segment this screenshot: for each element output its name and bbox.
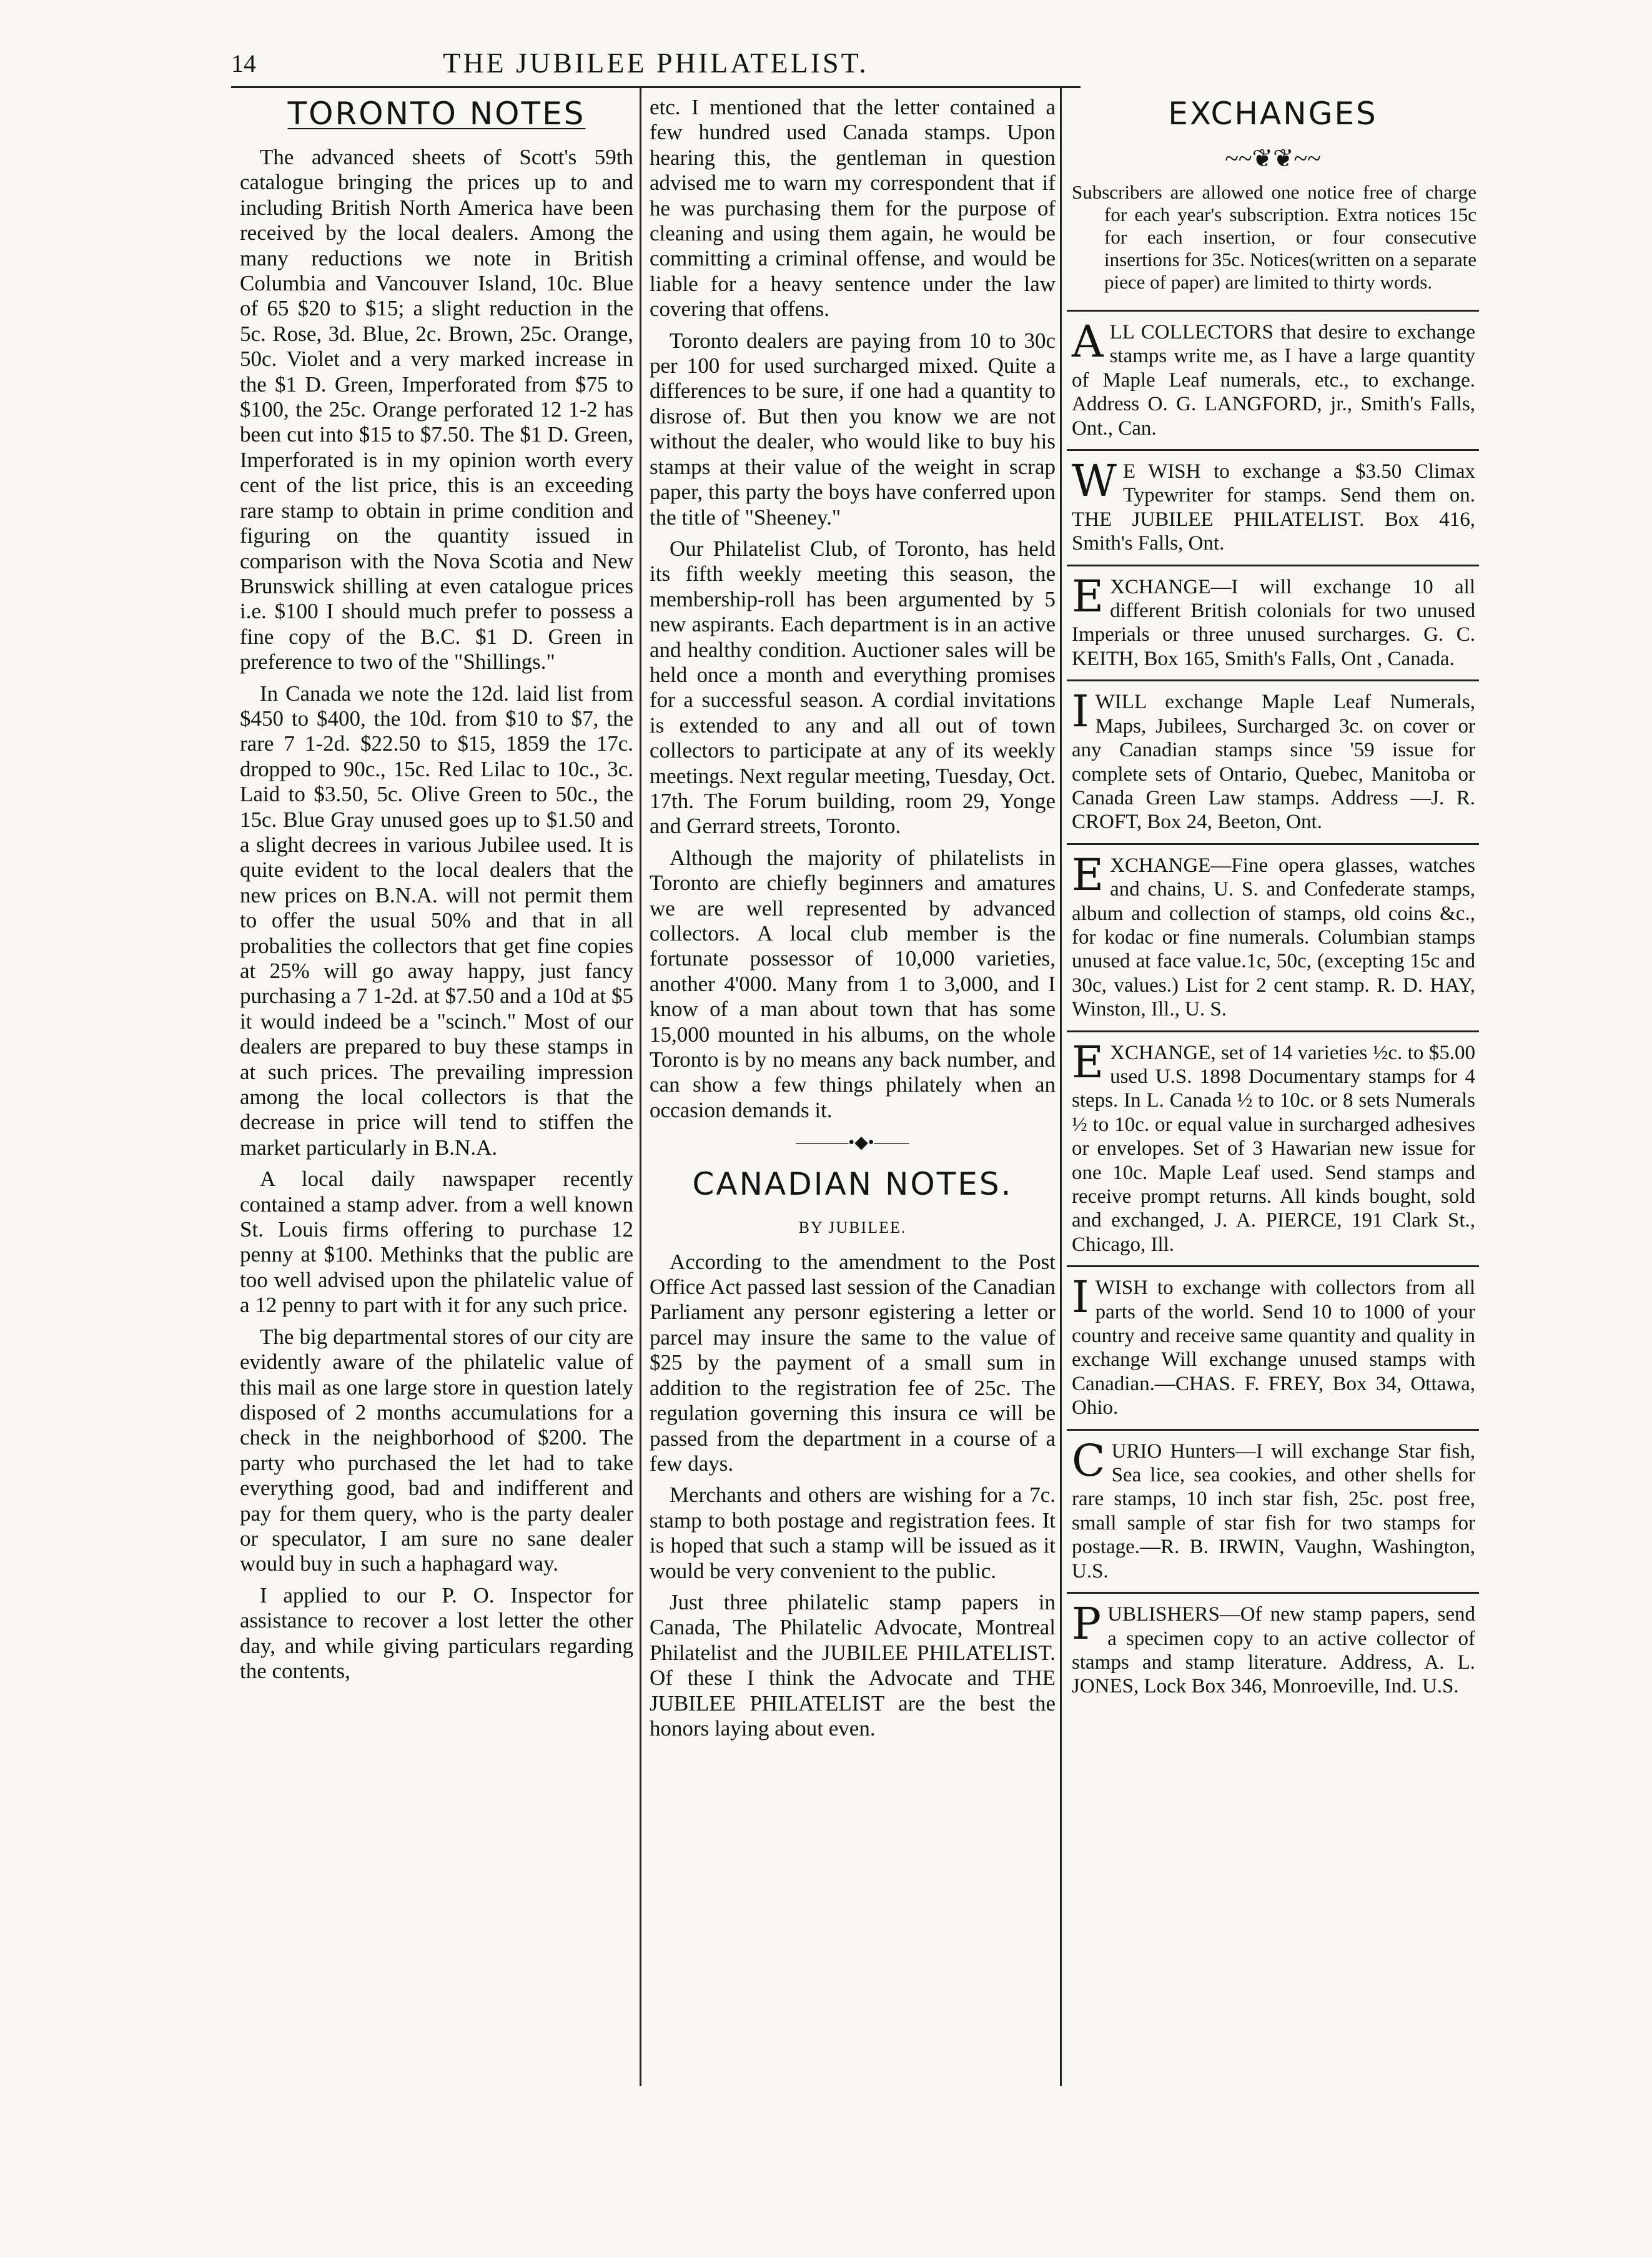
- article-paragraph: Just three philatelic stamp papers in Canada, The Philatelic Advocate, Montreal Philatelist and the JUBILEE PHILATELIST. Of these I think the Advocate and THE JUBILEE PHILATELIST are the best the honors laying about even.: [650, 1589, 1056, 1741]
- drop-cap: E: [1072, 570, 1104, 622]
- drop-cap: P: [1072, 1598, 1102, 1650]
- column-divider: [1060, 87, 1062, 2086]
- exchange-notice: Subscribers are allowed one notice free of charge for each year's subscription. Extra notices 15c for each insertion, or four consecutive insertions for 35c. Notices(written on a separate piece of paper) are limited to thirty words.: [1072, 181, 1476, 293]
- exchange-ad: [1067, 1267, 1479, 1430]
- header-rule: [231, 86, 1081, 88]
- section-heading-exchanges: EXCHANGES: [1168, 96, 1378, 132]
- exchange-ad: [1067, 451, 1479, 566]
- article-paragraph: I applied to our P. O. Inspector for assistance to recover a lost letter the other day, and while giving particulars regarding the contents,: [240, 1583, 633, 1683]
- exchange-ad: [1067, 1431, 1479, 1594]
- column-toronto-notes: [240, 95, 633, 2081]
- ad-text: XCHANGE, set of 14 varieties ½c. to $5.00 used U.S. 1898 Documentary stamps for 4 steps. In L. Canada ½ to 10c. or 8 sets Numerals ½ to 10c. or equal value in surcharged adhesives or envelopes. Set of 3 Hawarian new issue for one 10c. Maple Leaf used. Send stamps and receive prompt returns. All kinds bought, sold and exchanged, J. A. PIERCE, 191 Clark St., Chicago, Ill.: [1072, 1041, 1475, 1256]
- section-heading-toronto-notes: TORONTO NOTES: [287, 96, 586, 132]
- exchange-ad: [1067, 1032, 1479, 1268]
- article-paragraph: The advanced sheets of Scott's 59th catalogue bringing the prices up to and including British North America have been received by the local dealers. Among the many reductions we note in British Columbia and Vancouver Island, 10c. Blue of 65 $20 to $15; a slight reduction in the 5c. Rose, 3d. Blue, 2c. Brown, 25c. Orange, 50c. Violet and a very marked increase in the $1 D. Green, Imperforated from $75 to $100, the 25c. Orange perforated 12 1-2 has been cut into $15 to $7.50. The $1 D. Green, Imperforated is in my opinion worth every cent of the list price, this is an exceeding rare stamp to obtain in prime condition and figuring on the quantity issued in comparison with the Nova Scotia and New Brunswick shilling at even catalogue prices i.e. $100 I should much prefer to possess a fine copy of the B.C. $1 D. Green in preference to two of the "Shillings.": [240, 145, 633, 674]
- article-paragraph: etc. I mentioned that the letter contained a few hundred used Canada stamps. Upon hearing this, the gentleman in question advised me to warn my correspondent that if he was purchasing them for the purpose of cleaning and using them again, he would be committing a criminal offense, and would be liable for a heavy sentence under the law covering that offens.: [650, 95, 1056, 322]
- section-ornament: ———•◆•——: [796, 1133, 909, 1153]
- exchange-ad: [1067, 310, 1479, 451]
- column-middle: [650, 95, 1056, 2081]
- running-head-title: THE JUBILEE PHILATELIST.: [443, 47, 869, 79]
- ad-text: LL COLLECTORS that desire to exchange stamps write me, as I have a large quantity of Maple Leaf numerals, etc., to exchange. Address O. G. LANGFORD, jr., Smith's Falls, Ont., Can.: [1072, 321, 1475, 440]
- ad-text: WISH to exchange with collectors from all parts of the world. Send 10 to 1000 of your country and receive same quantity and quality in exchange Will exchange unused stamps with Canadian.—CHAS. F. FREY, Box 34, Ottawa, Ohio.: [1072, 1277, 1475, 1420]
- article-paragraph: The big departmental stores of our city are evidently aware of the philatelic value of this mail as one large store in question lately disposed of 2 months accumulations for a check in the neighborhood of $200. The party who purchased the let had to take everything good, bad and indifferent and pay for them query, who is the party dealer or speculator, I am sure no sane dealer would buy in such a haphagard way.: [240, 1324, 633, 1576]
- article-paragraph: Merchants and others are wishing for a 7c. stamp to both postage and registration fees. It is hoped that such a stamp will be issued as it would be very convenient to the public.: [650, 1483, 1056, 1583]
- ad-text: URIO Hunters—I will exchange Star fish, Sea lice, sea cookies, and other shells for rare stamps, 10 inch star fish, 25c. post free, small sample of star fish for two stamps for postage.—R. B. IRWIN, Vaughn, Washington, U.S.: [1072, 1440, 1475, 1583]
- drop-cap: C: [1072, 1435, 1105, 1486]
- exchange-ad: [1067, 681, 1479, 844]
- exchange-ad: [1067, 1594, 1479, 1707]
- exchange-ad: [1067, 566, 1479, 682]
- exchange-ad: [1067, 845, 1479, 1032]
- ad-text: E WISH to exchange a $3.50 Climax Typewriter for stamps. Send them on. THE JUBILEE PHILATELIST. Box 416, Smith's Falls, Ont.: [1072, 460, 1475, 555]
- article-paragraph: According to the amendment to the Post Office Act passed last session of the Canadian Parliament any personr egistering a letter or parcel may insure the same to the value of $25 by the payment of a small sum in addition to the registration fee of 25c. The regulation governing this insura ce will be passed from the department in a course of a few days.: [650, 1249, 1056, 1476]
- page-header: [231, 45, 1081, 89]
- article-paragraph: Although the majority of philatelists in Toronto are chiefly beginners and amatures we are well represented by advanced collectors. A local club member is the fortunate possessor of 10,000 varieties, another 4'000. Many from 1 to 3,000, and I know of a man about town that has some 15,000 mounted in his albums, on the whole Toronto is by no means any back number, and can show a few things philately when an occasion demands it.: [650, 845, 1056, 1122]
- byline: BY JUBILEE.: [798, 1218, 907, 1237]
- drop-cap: I: [1072, 1272, 1089, 1323]
- column-exchanges: [1067, 95, 1479, 2118]
- ad-text: UBLISHERS—Of new stamp papers, send a specimen copy to an active collector of stamps and stamp literature. Address, A. L. JONES, Lock Box 346, Monroeville, Ind. U.S.: [1072, 1603, 1475, 1698]
- page-number: 14: [231, 49, 256, 77]
- ad-text: WILL exchange Maple Leaf Numerals, Maps, Jubilees, Surcharged 3c. on cover or any Canadian stamps since '59 issue for complete sets of Ontario, Quebec, Manitoba or Canada Green Law stamps. Address —J. R. CROFT, Box 24, Beeton, Ont.: [1072, 691, 1475, 834]
- article-paragraph: Our Philatelist Club, of Toronto, has held its fifth weekly meeting this season, the membership-roll has been argumented by 5 new aspirants. Each department is in an active and healthy condition. Auctioner sales will be held once a month and everything promises for a successful season. A cordial invitations is extended to any and all out of town collectors to participate at any of its weekly meetings. Next regular meeting, Tuesday, Oct. 17th. The Forum building, room 29, Yonge and Gerrard streets, Toronto.: [650, 536, 1056, 839]
- drop-cap: A: [1072, 316, 1104, 367]
- section-ornament: ~~❦❦~~: [1225, 144, 1321, 172]
- drop-cap: I: [1072, 686, 1089, 738]
- column-divider: [640, 87, 641, 2086]
- drop-cap: E: [1072, 849, 1104, 901]
- article-paragraph: In Canada we note the 12d. laid list from $450 to $400, the 10d. from $10 to $7, the rare 7 1-2d. $22.50 to $15, 1859 the 17c. dropped to 90c., 15c. Red Lilac to 10c., 3c. Laid to $3.50, 5c. Olive Green to 50c., the 15c. Blue Gray unused goes up to $1.50 and a slight decrees in various Jubilee used. It is quite evident to the local dealers that the new prices on B.N.A. will not permit them to offer the usual 50% and that in all probalities the collectors that get fine copies at 25% will go away happy, just fancy purchasing a 7 1-2d. at $7.50 and a 10d at $5 it would indeed be a "scinch." Most of our dealers are prepared to buy these stamps in at such prices. The prevailing impression among the local collectors is that the decrease in price will tend to stiffen the market particularly in B.N.A.: [240, 681, 633, 1160]
- article-paragraph: Toronto dealers are paying from 10 to 30c per 100 for used surcharged mixed. Quite a differences to be sure, if one had a quantity to disrose of. But then you know we are not without the dealer, who would like to buy his stamps at their value of the weight in scrap paper, this party the boys have conferred upon the title of "Sheeney.": [650, 328, 1056, 530]
- drop-cap: W: [1072, 455, 1117, 507]
- drop-cap: E: [1072, 1036, 1104, 1088]
- ad-text: XCHANGE—I will exchange 10 all different British colonials for two unused Imperials or three unused surcharges. G. C. KEITH, Box 165, Smith's Falls, Ont , Canada.: [1072, 575, 1475, 670]
- ad-text: XCHANGE—Fine opera glasses, watches and chains, U. S. and Confederate stamps, album and collection of stamps, old coins &c., for kodac or fine numerals. Columbian stamps unused at face value.1c, 50c, (excepting 15c and 30c, values.) List for 2 cent stamp. R. D. HAY, Winston, Ill., U. S.: [1072, 854, 1475, 1021]
- section-heading-canadian-notes: CANADIAN NOTES.: [692, 1166, 1013, 1203]
- article-paragraph: A local daily nawspaper recently contained a stamp adver. from a well known St. Louis firms offering to purchase 12 penny at $100. Methinks that the public are too well advised upon the philatelic value of a 12 penny to part with it for any such price.: [240, 1167, 633, 1318]
